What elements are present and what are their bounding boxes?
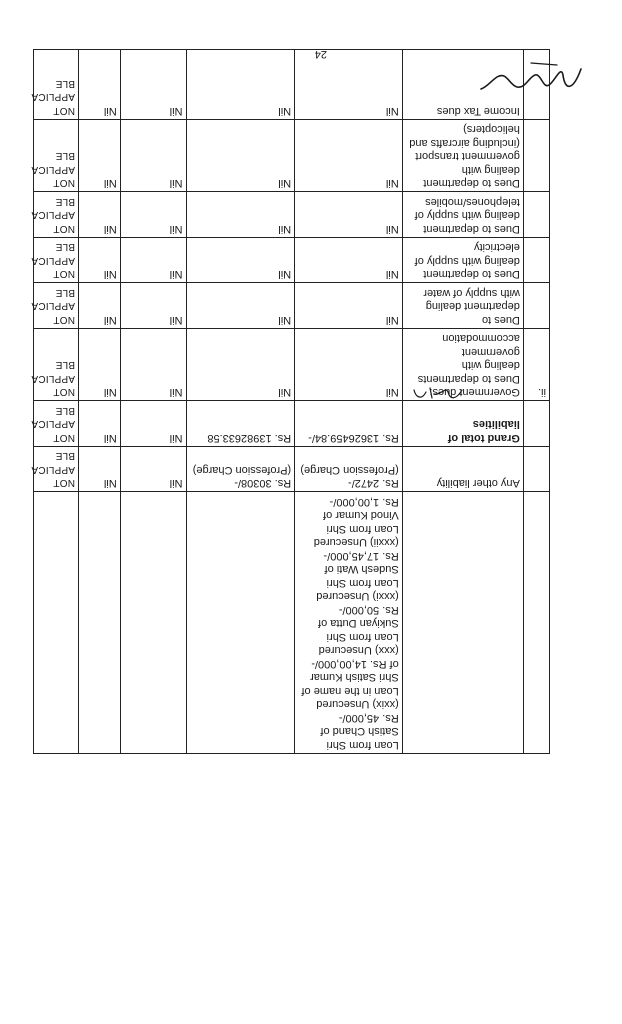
- table-row: [34, 492, 550, 754]
- value-cell: NOT APPLICA BLE: [34, 120, 79, 193]
- description-cell: Dues to department dealing with supply of water: [402, 283, 523, 329]
- description-cell: Grand total of liabilities: [402, 401, 523, 447]
- sl-cell: [523, 283, 549, 329]
- value-cell: Nil: [295, 238, 403, 284]
- value-cell: [186, 492, 295, 754]
- value-cell: Nil: [78, 120, 120, 193]
- description-cell: Any other liability: [402, 447, 523, 493]
- table-row: [34, 329, 550, 402]
- value-cell: Rs. 13626459.84/-: [295, 401, 403, 447]
- value-cell: Rs. 13982633.58: [186, 401, 295, 447]
- table-row: [34, 401, 550, 447]
- value-cell: Nil: [295, 50, 403, 120]
- value-cell: NOT APPLICA BLE: [34, 192, 79, 238]
- value-cell: Nil: [120, 50, 186, 120]
- liabilities-table: [33, 49, 550, 754]
- description-cell: Government dues: Dues to departments dealing with government accommodation: [402, 329, 523, 402]
- value-cell: Nil: [295, 120, 403, 193]
- value-cell: Nil: [78, 401, 120, 447]
- sl-cell: [523, 492, 549, 754]
- table-row: [34, 283, 550, 329]
- value-cell: Nil: [120, 283, 186, 329]
- page-number: 24: [314, 48, 327, 60]
- value-cell: Nil: [186, 192, 295, 238]
- value-cell: Nil: [78, 50, 120, 120]
- value-cell: Nil: [186, 283, 295, 329]
- table-row: [34, 192, 550, 238]
- sl-cell: [523, 192, 549, 238]
- value-cell: Nil: [186, 238, 295, 284]
- value-cell: Nil: [186, 120, 295, 193]
- value-cell: Nil: [78, 192, 120, 238]
- value-cell: Nil: [295, 192, 403, 238]
- value-cell: Rs. 2472/- (Profession Charge): [295, 447, 403, 493]
- sl-cell: [523, 238, 549, 284]
- description-cell: Dues to department dealing with supply of telephones/mobiles: [402, 192, 523, 238]
- value-cell: Nil: [295, 329, 403, 402]
- value-cell: [34, 492, 79, 754]
- description-cell: Dues to department dealing with government transport (including aircrafts and helicopters): [402, 120, 523, 193]
- value-cell: Nil: [120, 329, 186, 402]
- value-cell: Nil: [186, 50, 295, 120]
- value-cell: [120, 492, 186, 754]
- sl-cell: ii.: [523, 329, 549, 402]
- sl-cell: [523, 401, 549, 447]
- value-cell: NOT APPLICA BLE: [34, 50, 79, 120]
- value-cell: Nil: [295, 283, 403, 329]
- value-cell: Nil: [120, 120, 186, 193]
- value-cell: [78, 492, 120, 754]
- value-cell: Nil: [78, 329, 120, 402]
- description-cell: [402, 492, 523, 754]
- table-row: [34, 120, 550, 193]
- description-cell: Income Tax dues: [402, 50, 523, 120]
- sl-cell: [523, 447, 549, 493]
- value-cell: Nil: [78, 447, 120, 493]
- value-cell: Nil: [186, 329, 295, 402]
- handwritten-signature: [477, 57, 587, 99]
- value-cell: Nil: [120, 192, 186, 238]
- value-cell: NOT APPLICA BLE: [34, 329, 79, 402]
- handwritten-annotation: [408, 382, 466, 404]
- table-row: [34, 238, 550, 284]
- value-cell: Nil: [78, 238, 120, 284]
- value-cell: Nil: [78, 283, 120, 329]
- value-cell: NOT APPLICA BLE: [34, 447, 79, 493]
- value-cell: Rs. 30308/- (Profession Charge): [186, 447, 295, 493]
- value-cell: NOT APPLICA BLE: [34, 238, 79, 284]
- value-cell: Nil: [120, 447, 186, 493]
- value-cell: NOT APPLICA BLE: [34, 401, 79, 447]
- value-cell: Nil: [120, 401, 186, 447]
- value-cell: Loan from Shri Satish Chand of Rs. 45,000/- (xxix) Unsecured Loan in the name of Shri Satish Kumar of Rs. 14,00,000/- (xxx) Unsecured Loan from Shri Sukiyan Dutta of Rs. 50,000/- (xxxi) Unsecured Loan from Shri Sudesh Wati of Rs. 17,45,000/- (xxxii) Unsecured Loan from Shri Vinod Kumar of Rs. 1,00,000/-: [295, 492, 403, 754]
- value-cell: NOT APPLICA BLE: [34, 283, 79, 329]
- description-cell: Dues to department dealing with supply of electricity: [402, 238, 523, 284]
- sl-cell: [523, 120, 549, 193]
- value-cell: Nil: [120, 238, 186, 284]
- table-row: [34, 447, 550, 493]
- table-row: [34, 50, 550, 120]
